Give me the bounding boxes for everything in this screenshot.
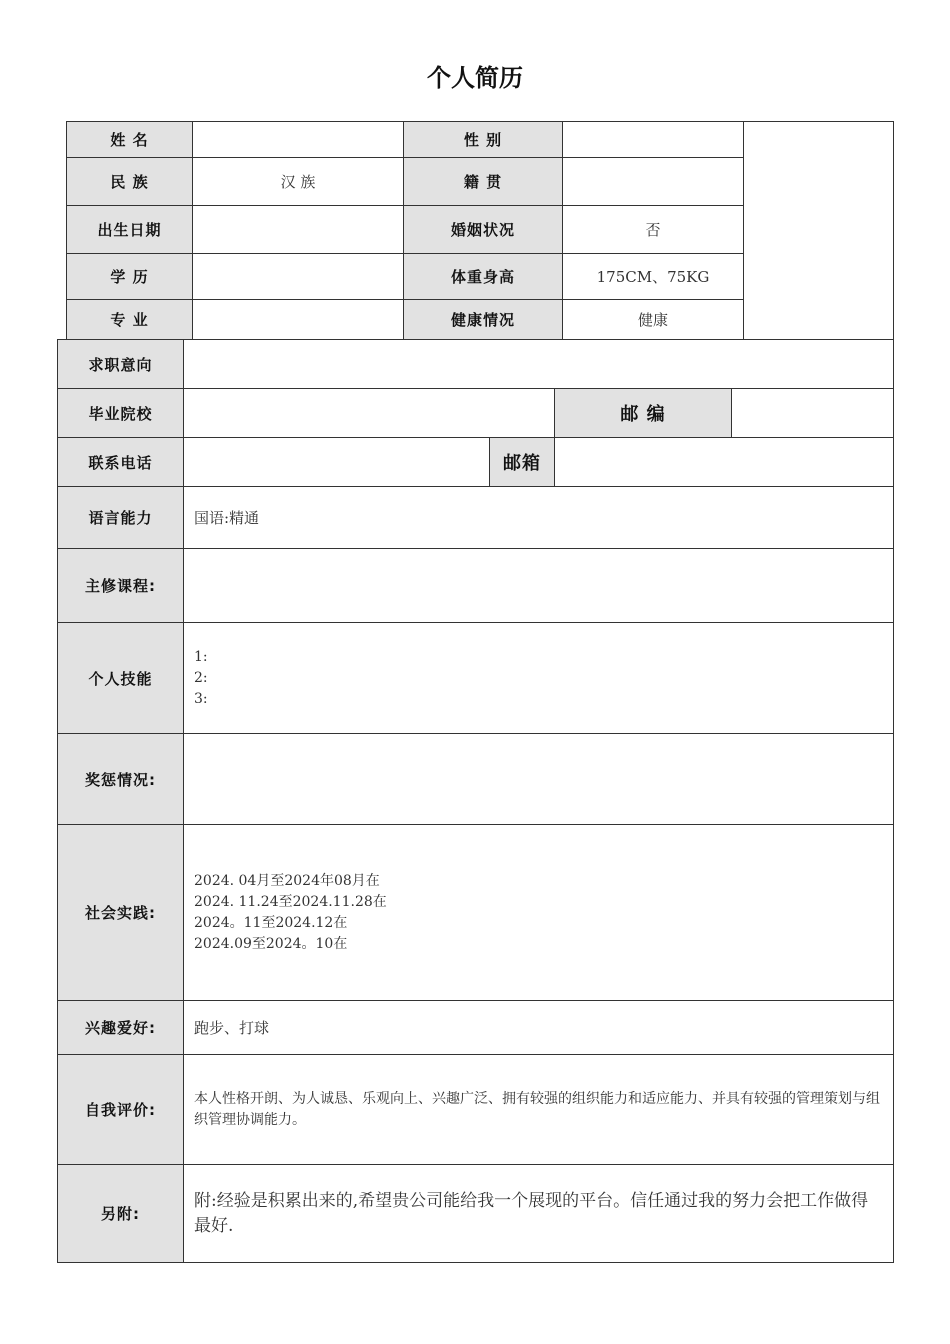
education-field[interactable] xyxy=(192,253,404,300)
hobby-field[interactable]: 跑步、打球 xyxy=(183,1000,894,1055)
skill-item: 2: xyxy=(194,669,208,686)
note-label: 另附: xyxy=(57,1164,184,1263)
health-label: 健康情况 xyxy=(403,299,563,340)
email-field[interactable] xyxy=(554,437,894,487)
phone-label: 联系电话 xyxy=(57,437,184,487)
health-field[interactable]: 健康 xyxy=(562,299,744,340)
job-intent-field[interactable] xyxy=(183,339,894,389)
school-label: 毕业院校 xyxy=(57,388,184,438)
self-evaluation-label: 自我评价: xyxy=(57,1054,184,1165)
zip-code-field[interactable] xyxy=(731,388,894,438)
language-field[interactable]: 国语:精通 xyxy=(183,486,894,549)
name-field[interactable] xyxy=(192,121,404,158)
practice-label: 社会实践: xyxy=(57,824,184,1001)
awards-label: 奖惩情况: xyxy=(57,733,184,825)
awards-field[interactable] xyxy=(183,733,894,825)
education-label: 学 历 xyxy=(66,253,193,300)
skill-item: 1: xyxy=(194,648,208,665)
language-label: 语言能力 xyxy=(57,486,184,549)
zip-code-label: 邮 编 xyxy=(554,388,732,438)
note-field[interactable]: 附:经验是积累出来的,希望贵公司能给我一个展现的平台。信任通过我的努力会把工作做得最好. xyxy=(183,1164,894,1263)
practice-item: 2024。11至2024.12在 xyxy=(194,914,348,931)
practice-item: 2024. 11.24至2024.11.28在 xyxy=(194,893,387,910)
phone-field[interactable] xyxy=(183,437,490,487)
marital-status-field[interactable]: 否 xyxy=(562,205,744,254)
major-label: 专 业 xyxy=(66,299,193,340)
courses-field[interactable] xyxy=(183,548,894,623)
skill-item: 3: xyxy=(194,690,208,707)
page-title: 个人简历 xyxy=(427,64,523,92)
birth-date-field[interactable] xyxy=(192,205,404,254)
practice-field[interactable] xyxy=(183,824,894,1001)
gender-field[interactable] xyxy=(562,121,744,158)
skills-field[interactable] xyxy=(183,622,894,734)
birth-date-label: 出生日期 xyxy=(66,205,193,254)
job-intent-label: 求职意向 xyxy=(57,339,184,389)
major-field[interactable] xyxy=(192,299,404,340)
gender-label: 性 别 xyxy=(403,121,563,158)
name-label: 姓 名 xyxy=(66,121,193,158)
hobby-label: 兴趣爱好: xyxy=(57,1000,184,1055)
courses-label: 主修课程: xyxy=(57,548,184,623)
skills-label: 个人技能 xyxy=(57,622,184,734)
ethnicity-field[interactable]: 汉 族 xyxy=(192,157,404,206)
school-field[interactable] xyxy=(183,388,555,438)
email-label: 邮箱 xyxy=(489,437,555,487)
weight-height-field[interactable]: 175CM、75KG xyxy=(562,253,744,300)
practice-item: 2024. 04月至2024年08月在 xyxy=(194,872,380,889)
marital-status-label: 婚姻状况 xyxy=(403,205,563,254)
self-evaluation-field[interactable]: 本人性格开朗、为人诚恳、乐观向上、兴趣广泛、拥有较强的组织能力和适应能力、并具有较强的管理策划与组织管理协调能力。 xyxy=(183,1054,894,1165)
native-place-label: 籍 贯 xyxy=(403,157,563,206)
practice-item: 2024.09至2024。10在 xyxy=(194,935,348,952)
photo-box[interactable] xyxy=(743,121,894,341)
weight-height-label: 体重身高 xyxy=(403,253,563,300)
native-place-field[interactable] xyxy=(562,157,744,206)
ethnicity-label: 民 族 xyxy=(66,157,193,206)
